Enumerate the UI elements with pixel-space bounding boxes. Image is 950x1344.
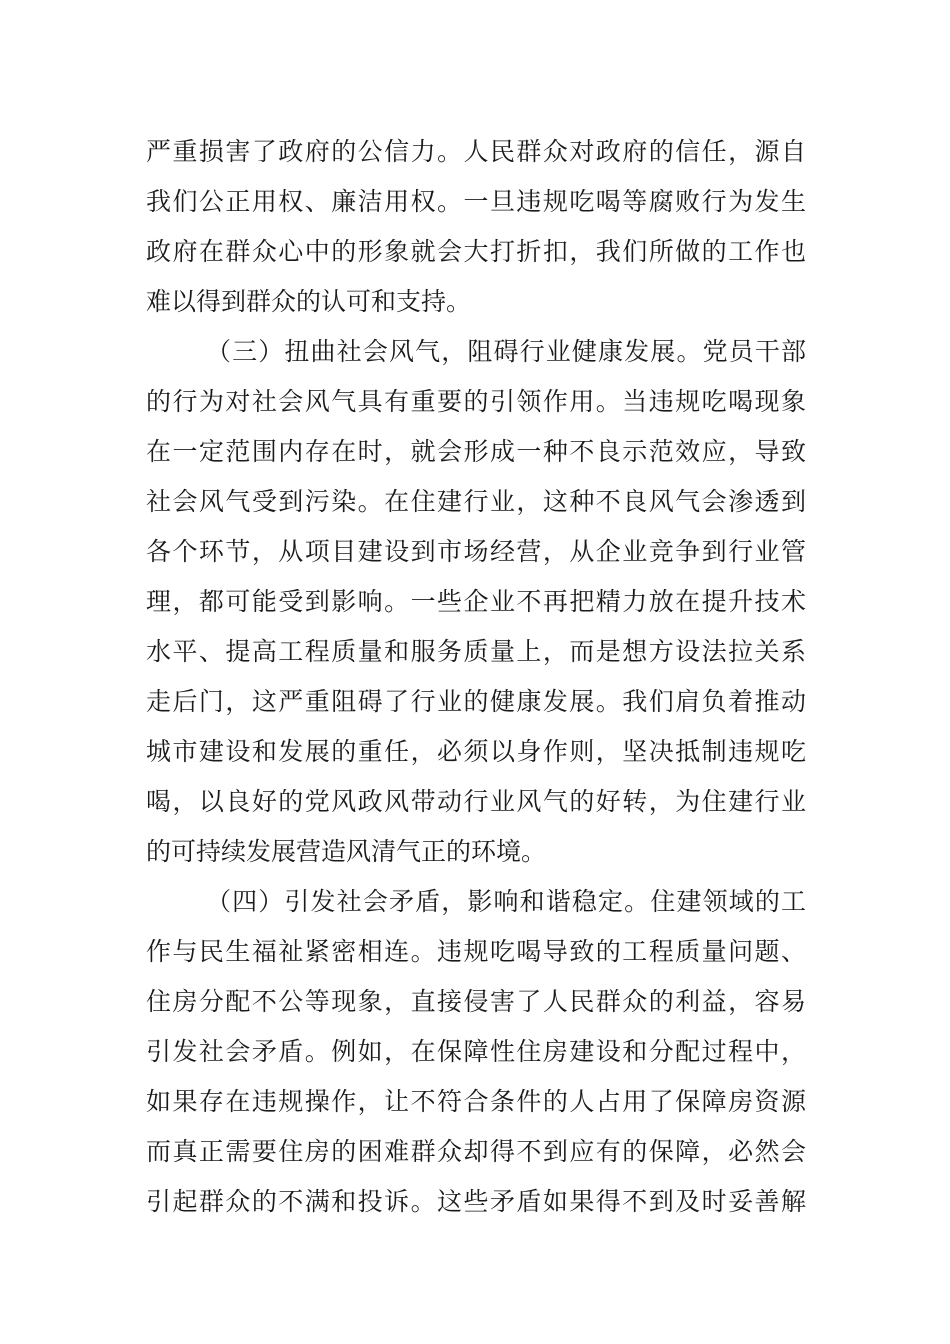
- text-line: 作与民生福祉紧密相连。违规吃喝导致的工程质量问题、: [146, 937, 806, 966]
- text-line: 严重损害了政府的公信力。人民群众对政府的信任，源自: [146, 137, 806, 166]
- text-line: 引发社会矛盾。例如，在保障性住房建设和分配过程中，: [146, 1037, 806, 1066]
- text-line: 的可持续发展营造风清气正的环境。: [146, 837, 547, 866]
- text-line: 政府在群众心中的形象就会大打折扣，我们所做的工作也: [146, 237, 806, 266]
- section-heading-line: （四）引发社会矛盾，影响和谐稳定。住建领域的工: [206, 887, 806, 916]
- text-line: 水平、提高工程质量和服务质量上，而是想方设法拉关系: [146, 637, 806, 666]
- text-line: 社会风气受到污染。在住建行业，这种不良风气会渗透到: [146, 487, 806, 516]
- text-line: 住房分配不公等现象，直接侵害了人民群众的利益，容易: [146, 987, 806, 1016]
- text-line: 走后门，这严重阻碍了行业的健康发展。我们肩负着推动: [146, 687, 806, 716]
- text-line: 理，都可能受到影响。一些企业不再把精力放在提升技术: [146, 587, 806, 616]
- body-text: [146, 127, 806, 1227]
- text-line: 而真正需要住房的困难群众却得不到应有的保障，必然会: [146, 1137, 806, 1166]
- text-line: 难以得到群众的认可和支持。: [146, 287, 472, 316]
- text-line: 喝，以良好的党风政风带动行业风气的好转，为住建行业: [146, 787, 806, 816]
- text-line: 如果存在违规操作，让不符合条件的人占用了保障房资源: [146, 1087, 806, 1116]
- text-line: 的行为对社会风气具有重要的引领作用。当违规吃喝现象: [146, 387, 806, 416]
- text-line: 我们公正用权、廉洁用权。一旦违规吃喝等腐败行为发生: [146, 187, 806, 216]
- text-line: 城市建设和发展的重任，必须以身作则，坚决抵制违规吃: [146, 737, 806, 766]
- text-line: 在一定范围内存在时，就会形成一种不良示范效应，导致: [146, 437, 806, 466]
- text-line: 引起群众的不满和投诉。这些矛盾如果得不到及时妥善解: [146, 1187, 806, 1216]
- section-heading-line: （三）扭曲社会风气，阻碍行业健康发展。党员干部: [206, 337, 806, 366]
- text-line: 各个环节，从项目建设到市场经营，从企业竞争到行业管: [146, 537, 806, 566]
